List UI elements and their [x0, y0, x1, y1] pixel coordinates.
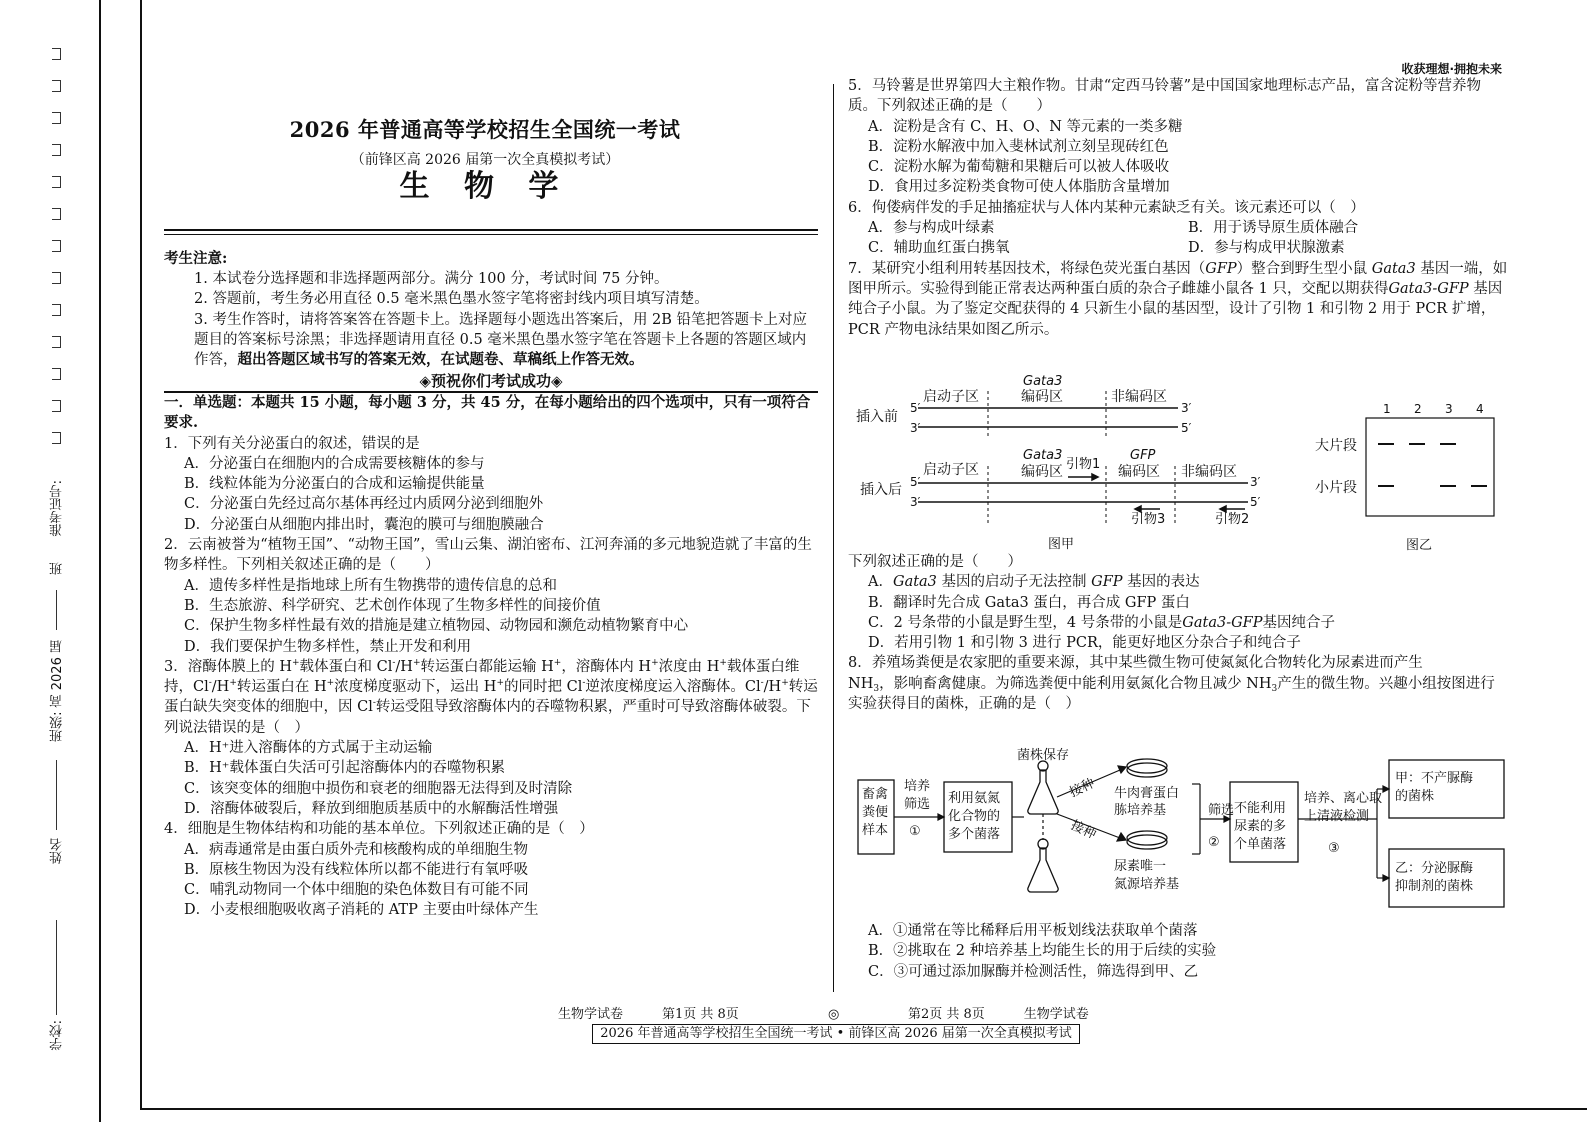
- flow-medium1-2: 胨培养基: [1114, 803, 1167, 818]
- option: C．该突变体的细胞中损伤和衰老的细胞器无法得到及时清除: [184, 780, 573, 797]
- flow-box3-1: 不能利用: [1234, 801, 1287, 816]
- option: B．用于诱导原生质体融合: [1188, 220, 1359, 237]
- margin-line-outer: [99, 0, 101, 1122]
- label-large: 大片段: [1315, 438, 1357, 454]
- notice-item: 1. 本试卷分选择题和非选择题两部分。满分 100 分，考试时间 75 分钟。: [194, 271, 669, 288]
- option: C．③可通过添加脲酶并检测活性，筛选得到甲、乙: [868, 963, 1199, 980]
- name-blank: [56, 760, 57, 830]
- option-row: [848, 218, 1508, 238]
- option: A．病毒通常是由蛋白质外壳和核酸构成的单细胞生物: [184, 841, 528, 858]
- option: C．淀粉水解为葡萄糖和果糖后可以被人体吸收: [868, 159, 1170, 176]
- section-heading: 一．单选题：本题共 15 小题，每小题 3 分，共 45 分，在每小题给出的四个选项中，只有一项符合要求.: [164, 393, 811, 432]
- question-stem: 6．佝偻病伴发的手足抽搐症状与人体内某种元素缺乏有关。该元素还可以（ ）: [848, 199, 1365, 216]
- question-7-options: [848, 552, 1508, 714]
- label-coding: 编码区: [1118, 464, 1160, 480]
- notice-item: 2. 答题前，考生务必用直径 0.5 毫米黑色墨水签字笔将密封线内项目填写清楚。: [194, 291, 709, 308]
- option: B．翻译时先合成 Gata3 蛋白，再合成 GFP 蛋白: [868, 594, 1190, 611]
- notice-bold: 超出答题区域书写的答案无效，在试题卷、草稿纸上作答无效。: [237, 351, 644, 369]
- flow-culture-2: 筛选: [904, 797, 931, 812]
- option: D．我们要保护生物多样性，禁止开发和利用: [184, 638, 472, 655]
- flow-step2: ②: [1208, 835, 1220, 850]
- option: A．遗传多样性是指地球上所有生物携带的遗传信息的总和: [184, 577, 557, 594]
- option: A．①通常在等比稀释后用平板划线法获取单个菌落: [868, 923, 1198, 939]
- caption-jia: 图甲: [1048, 537, 1075, 552]
- question-8-stem: 8．养殖场粪便是农家肥的重要来源，其中某些微生物可使氮氮化合物转化为尿素进而产生 $NH_3$，影响畜禽健康。为筛选粪便中能利用氨氮化合物且减少 $NH_3$产生的微生物。兴趣小组按图进行实验获得目的菌株，正确的是（ ）: [848, 655, 1495, 713]
- label-after: 插入后: [860, 482, 902, 498]
- class-blank: [56, 590, 57, 630]
- question-8-options: [848, 921, 1508, 982]
- notice-item: 3. 考生作答时，请将答案答在答题卡上。选择题每小题选出答案后，用 2B 铅笔把答题卡上对应题目的答案标号涂黑；非选择题请用直径 0.5 毫米黑色墨水签字笔在答题卡上各题的答题区域内作答，超出答题区域书写的答案无效，在试题卷、草稿纸上作答无效。: [194, 311, 808, 369]
- flow-sample-1: 畜禽: [862, 787, 889, 802]
- lane-label: 2: [1414, 402, 1422, 416]
- caption-yi: 图乙: [1406, 538, 1433, 553]
- notice-heading: 考生注意:: [164, 249, 228, 267]
- label-noncoding: 非编码区: [1181, 464, 1237, 480]
- option: A．参与构成叶绿素: [868, 220, 995, 237]
- flow-box3-3: 个单菌落: [1234, 837, 1287, 852]
- title-rule: [164, 229, 818, 235]
- flow-box3-2: 尿素的多: [1234, 819, 1287, 834]
- question-3: [164, 657, 818, 819]
- flow-out2-1: 乙：分泌脲酶: [1395, 861, 1474, 876]
- exam-subtitle: （前锋区高 2026 届第一次全真模拟考试）: [350, 152, 620, 169]
- label-coding: 编码区: [1021, 389, 1063, 405]
- question-stem: 2．云南被誉为“植物王国”、“动物王国”，雪山云集、湖泊密布、江河奔涌的多元地貌造就了丰富的生物多样性。下列相关叙述正确的是（ ）: [164, 537, 812, 574]
- flow-sample-3: 样本: [862, 823, 889, 838]
- option: C．辅助血红蛋白携氧: [868, 240, 1010, 257]
- flow-medium2-2: 氮源培养基: [1114, 877, 1180, 892]
- margin-name-label: 姓名: [50, 838, 65, 864]
- label-noncoding: 非编码区: [1111, 389, 1167, 405]
- option: A．H⁺进入溶酶体的方式属于主动运输: [184, 740, 433, 757]
- left-column: [164, 117, 818, 921]
- option: B．H⁺载体蛋白失活可引起溶酶体内的吞噬物积累: [184, 760, 505, 777]
- footer-right: 第2页 共 8页 生物学试卷: [908, 1007, 1089, 1022]
- flow-sample-2: 粪便: [862, 805, 889, 820]
- flow-box2-1: 利用氨氮: [948, 791, 1001, 806]
- wish-line: ◈预祝你们考试成功◈: [419, 371, 563, 390]
- end-label: 5′: [910, 475, 921, 489]
- label-primer2: 引物2: [1215, 512, 1250, 527]
- footer-left: 生物学试卷 第1页 共 8页: [558, 1007, 739, 1022]
- figure-flow: [852, 742, 1512, 922]
- end-label: 3′: [910, 421, 921, 435]
- question-stem: 4．细胞是生物体结构和功能的基本单位。下列叙述正确的是（ ）: [164, 821, 594, 838]
- question-6: [848, 198, 1508, 259]
- option: D．参与构成甲状腺激素: [1188, 240, 1345, 257]
- label-small: 小片段: [1315, 480, 1357, 496]
- option: B．生态旅游、科学研究、艺术创作体现了生物多样性的间接价值: [184, 597, 601, 614]
- flow-culture-1: 培养: [904, 779, 931, 794]
- flow-out1-2: 的菌株: [1395, 789, 1435, 804]
- question-stem: 1．下列有关分泌蛋白的叙述，错误的是: [164, 435, 420, 452]
- label-promoter: 启动子区: [923, 462, 979, 478]
- option: B．线粒体能为分泌蛋白的合成和运输提供能量: [184, 476, 485, 493]
- figure-yi: [1310, 398, 1510, 556]
- option: D．分泌蛋白从细胞内排出时，囊泡的膜可与细胞膜融合: [184, 516, 544, 533]
- option: D．溶酶体破裂后，释放到细胞质基质中的水解酶活性增强: [184, 800, 559, 817]
- margin-class-suffix: 班: [50, 562, 65, 575]
- flow-box2-2: 化合物的: [948, 809, 1001, 824]
- label-promoter: 启动子区: [923, 389, 979, 405]
- end-label: 5′: [1181, 421, 1192, 435]
- flow-culture2-1: 培养、离心取: [1304, 791, 1383, 806]
- option: C．2 号条带的小鼠是野生型，4 号条带的小鼠是Gata3-GFP基因纯合子: [868, 614, 1335, 631]
- corner-tag: 收获理想·拥抱未来: [1401, 62, 1502, 76]
- margin-school-label: 学校:: [50, 1020, 65, 1051]
- column-divider: [833, 84, 834, 992]
- question-1: [164, 434, 818, 535]
- end-label: 5′: [910, 401, 921, 415]
- dna-before: [918, 408, 1178, 427]
- flow-inoc1: 接种: [1067, 776, 1098, 801]
- question-stem: 7．某研究小组利用转基因技术，将绿色荧光蛋白基因（GFP）整合到野生型小鼠 Gata3 基因一端，如图甲所示。实验得到能正常表达两种蛋白质的杂合子雌雄小鼠各 1 只，交配以期获得Gata3-GFP 基因纯合子小鼠。为了鉴定交配获得的 4 只新生小鼠的基因型，设计了引物 1 和引物 2 用于 PCR 扩增，PCR 产物电泳结果如图乙所示。: [848, 260, 1508, 338]
- option: B．淀粉水解液中加入斐林试剂立刻呈现砖红色: [868, 138, 1169, 155]
- option: C．保护生物多样性最有效的措施是建立植物园、动物园和濒危动植物繁育中心: [184, 618, 689, 635]
- option: B．原核生物因为没有线粒体所以都不能进行有氧呼吸: [184, 861, 529, 878]
- flow-select: 筛选: [1208, 803, 1235, 818]
- flow-medium1-1: 牛肉膏蛋白: [1114, 786, 1180, 801]
- option: D．若用引物 1 和引物 3 进行 PCR，能更好地区分杂合子和纯合子: [868, 635, 1301, 652]
- label-before: 插入前: [856, 409, 898, 425]
- question-4: [164, 819, 818, 920]
- flow-out2-2: 抑制剂的菌株: [1395, 879, 1474, 894]
- option: D．食用过多淀粉类食物可使人体脂肪含量增加: [868, 179, 1170, 196]
- flow-inoc2: 接种: [1068, 818, 1099, 843]
- question-7: [848, 259, 1508, 340]
- flow-step1: ①: [909, 824, 921, 839]
- question-stem: 3．溶酶体膜上的 H+载体蛋白和 Cl-/H+转运蛋白都能运输 H+，溶酶体内 H+浓度由 H+载体蛋白维持，Cl-/H+转运蛋白在 H+浓度梯度驱动下，运出 H+的同时把 Cl-逆浓度梯度运入溶酶体。Cl-/H+转运蛋白缺失突变体的细胞中，因 Cl-转运受阻导致溶酶体内的吞噬物积累，严重时可导致溶酶体破裂。下列说法错误的是（ ）: [164, 657, 818, 736]
- flow-box2-3: 多个菌落: [948, 827, 1001, 842]
- flow-preserve: 菌株保存: [1017, 748, 1070, 763]
- label-primer3: 引物3: [1131, 512, 1166, 527]
- label-coding: 编码区: [1021, 464, 1063, 480]
- flow-medium2-1: 尿素唯一: [1114, 859, 1167, 874]
- end-label: 3′: [1181, 401, 1192, 415]
- page-bottom-line: [140, 1108, 1587, 1110]
- option: B．②挑取在 2 种培养基上均能生长的用于后续的实验: [868, 943, 1217, 960]
- notice-list: [164, 269, 818, 370]
- option: A．Gata3 基因的启动子无法控制 GFP 基因的表达: [868, 574, 1200, 591]
- question-5: [848, 76, 1508, 198]
- right-column: [848, 76, 1508, 340]
- exam-title: 2026 年普通高等学校招生全国统一考试: [289, 117, 681, 142]
- subject-title: 生 物 学: [399, 168, 571, 204]
- dna-after: [918, 483, 1248, 502]
- flow-out1-1: 甲：不产脲酶: [1395, 771, 1474, 786]
- label-gfp: GFP: [1130, 448, 1156, 463]
- label-primer1: 引物1: [1066, 457, 1101, 472]
- label-gata3: Gata3: [1023, 448, 1063, 463]
- end-label: 3′: [910, 495, 921, 509]
- figure-jia: [848, 366, 1288, 556]
- option-row: [848, 238, 1508, 258]
- option: C．哺乳动物同一个体中细胞的染色体数目有可能不同: [184, 882, 529, 899]
- lane-label: 1: [1383, 402, 1391, 416]
- school-blank: [56, 920, 57, 1015]
- margin-line-inner: [140, 0, 142, 1110]
- option: D．小麦根细胞吸收离子消耗的 ATP 主要由叶绿体产生: [184, 902, 539, 919]
- margin-class-label: 班级: 高 2026 届: [50, 640, 65, 742]
- footer-boxed-title: 2026 年普通高等学校招生全国统一考试 • 前锋区高 2026 届第一次全真模拟考试: [592, 1024, 1080, 1044]
- flow-step3: ③: [1328, 841, 1340, 856]
- flow-culture2-2: 上清液检测: [1304, 809, 1370, 824]
- label-gata3: Gata3: [1023, 374, 1063, 389]
- option: A．淀粉是含有 C、H、O、N 等元素的一类多糖: [868, 118, 1183, 135]
- margin-exam-no-label: 准考证号:: [50, 480, 65, 537]
- lane-label: 4: [1476, 402, 1484, 416]
- footer-mark: ◎: [828, 1007, 840, 1022]
- option: A．分泌蛋白在细胞内的合成需要核糖体的参与: [184, 455, 485, 472]
- question-stem: 5．马铃薯是世界第四大主粮作物。甘肃“定西马铃薯”是中国国家地理标志产品，富含淀粉等营养物质。下列叙述正确的是（ ）: [848, 78, 1482, 115]
- lane-label: 3: [1445, 402, 1453, 416]
- end-label: 5′: [1250, 495, 1261, 509]
- end-label: 3′: [1250, 475, 1261, 489]
- question-2: [164, 535, 818, 657]
- question-tail: 下列叙述正确的是（ ）: [848, 554, 1022, 570]
- option: C．分泌蛋白先经过高尔基体再经过内质网分泌到细胞外: [184, 496, 544, 513]
